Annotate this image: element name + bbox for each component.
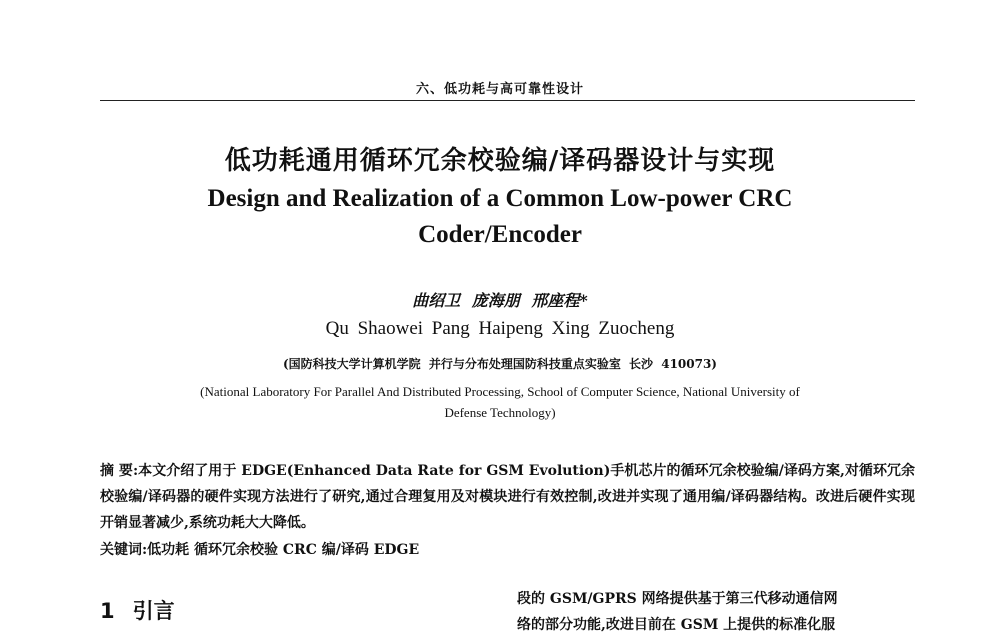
authors-english: Qu Shaowei Pang Haipeng Xing Zuocheng — [325, 318, 675, 339]
authors-chinese: 曲绍卫 庞海朋 邢座程* — [412, 291, 588, 310]
section-number: 1 — [100, 599, 115, 623]
section-heading-introduction — [100, 595, 175, 625]
abstract-label: 摘 要: — [100, 463, 139, 479]
keywords — [100, 537, 915, 563]
body-line: 段的 GSM/GPRS 网络提供基于第三代移动通信网 — [517, 591, 838, 607]
running-head: 六、低功耗与高可靠性设计 — [415, 82, 584, 97]
title-english: Design and Realization of a Common Low-power CRC Coder/Encoder — [207, 185, 793, 248]
affiliation-english: (National Laboratory For Parallel And Distributed Processing, School of Computer Science, National University of Defense Technology) — [200, 384, 800, 420]
keywords-text: 低功耗 循环冗余校验 CRC 编/译码 EDGE — [147, 542, 420, 558]
abstract — [100, 458, 915, 536]
abstract-text: 本文介绍了用于 EDGE(Enhanced Data Rate for GSM Evolution)手机芯片的循环冗余校验编/译码方案,对循环冗余校验编/译码器的硬件实现方法进行了研究,通过合理复用及对模块进行有效控制,改进并实现了通用编/译码器结构。改进后硬件实现开销显著减少,系统功耗大大降低。 — [100, 463, 916, 531]
affiliation-chinese: (国防科技大学计算机学院 并行与分布处理国防科技重点实验室 长沙 410073) — [283, 357, 717, 371]
header-rule — [100, 100, 915, 101]
title-chinese: 低功耗通用循环冗余校验编/译码器设计与实现 — [224, 146, 776, 176]
section-title: 引言 — [132, 599, 175, 623]
keywords-label: 关键词: — [100, 542, 148, 558]
body-line: 络的部分功能,改进目前在 GSM 上提供的标准化服 — [517, 617, 836, 633]
body-text-right-column — [517, 586, 915, 638]
